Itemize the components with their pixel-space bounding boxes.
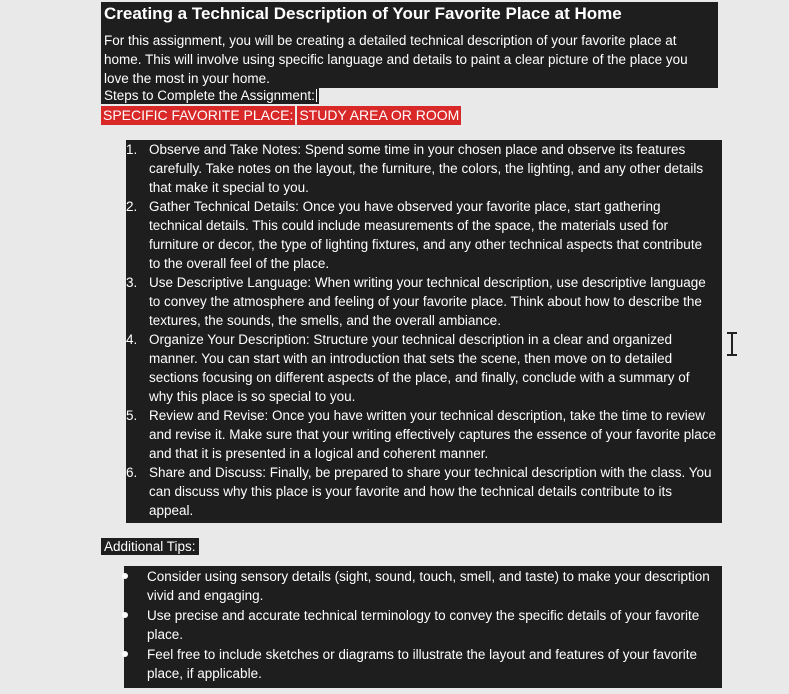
step-number: 4.: [126, 332, 138, 347]
tip-text: Feel free to include sketches or diagrams to illustrate the layout and features of your favorite place, if applicable.: [147, 647, 698, 681]
step-text: Use Descriptive Language: When writing your technical description, use descriptive language to convey the atmosphere and feeling of your favorite place. Think about how to describe the textures, the sounds, the smells, and the overall ambiance.: [149, 275, 706, 328]
step-text: Gather Technical Details: Once you have observed your favorite place, start gathering technical details. This could include measurements of the space, the materials used for furniture or decor, the type of lighting fixtures, and any other technical aspects that contribute to the overall feel of the place.: [149, 199, 703, 271]
step-number: 2.: [126, 199, 138, 214]
bullet-icon: [122, 651, 128, 657]
bullet-icon: [122, 612, 128, 618]
bullet-icon: [122, 573, 128, 579]
step-text: Organize Your Description: Structure your technical description in a clear and organized manner. You can start with an introduction that sets the scene, then move on to detailed sections focusing on different aspects of the place, and finally, conclude with a summary of why this place is so special to you.: [149, 332, 690, 404]
step-number: 3.: [126, 275, 138, 290]
step-text: Observe and Take Notes: Spend some time in your chosen place and observe its features carefully. Take notes on the layout, the furniture, the colors, the lighting, and any other details that make it special to you.: [149, 142, 704, 195]
tip-text: Consider using sensory details (sight, sound, touch, smell, and taste) to make your description vivid and engaging.: [147, 569, 710, 603]
tip-text: Use precise and accurate technical terminology to convey the specific details of your favorite place.: [147, 608, 700, 642]
specific-place-line: [101, 106, 461, 125]
specific-place-label: SPECIFIC FAVORITE PLACE:: [103, 107, 294, 123]
tips-header: Additional Tips:: [101, 538, 199, 555]
step-number: 6.: [126, 465, 138, 480]
text-caret: [316, 89, 317, 102]
steps-header-text: Steps to Complete the Assignment:: [104, 88, 315, 103]
document-title: Creating a Technical Description of Your Favorite Place at Home: [101, 2, 718, 28]
steps-header: [101, 88, 319, 104]
step-text: Share and Discuss: Finally, be prepared to share your technical description with the class. You can discuss why this place is your favorite and how the technical details contribute to its appeal.: [149, 465, 712, 518]
specific-place-value: STUDY AREA OR ROOM: [299, 107, 460, 123]
step-text: Review and Revise: Once you have written your technical description, take the time to review and revise it. Make sure that your writing effectively captures the essence of your favorite place and that it is presented in a logical and coherent manner.: [149, 408, 717, 461]
steps-list: [126, 140, 722, 523]
tips-list: [124, 566, 722, 688]
step-number: 5.: [126, 408, 138, 423]
intro-paragraph: For this assignment, you will be creating a detailed technical description of your favorite place at home. This will involve using specific language and details to paint a clear picture of the place you love the most in your home.: [101, 28, 718, 88]
step-number: 1.: [126, 142, 138, 157]
text-cursor-icon: [725, 332, 739, 356]
